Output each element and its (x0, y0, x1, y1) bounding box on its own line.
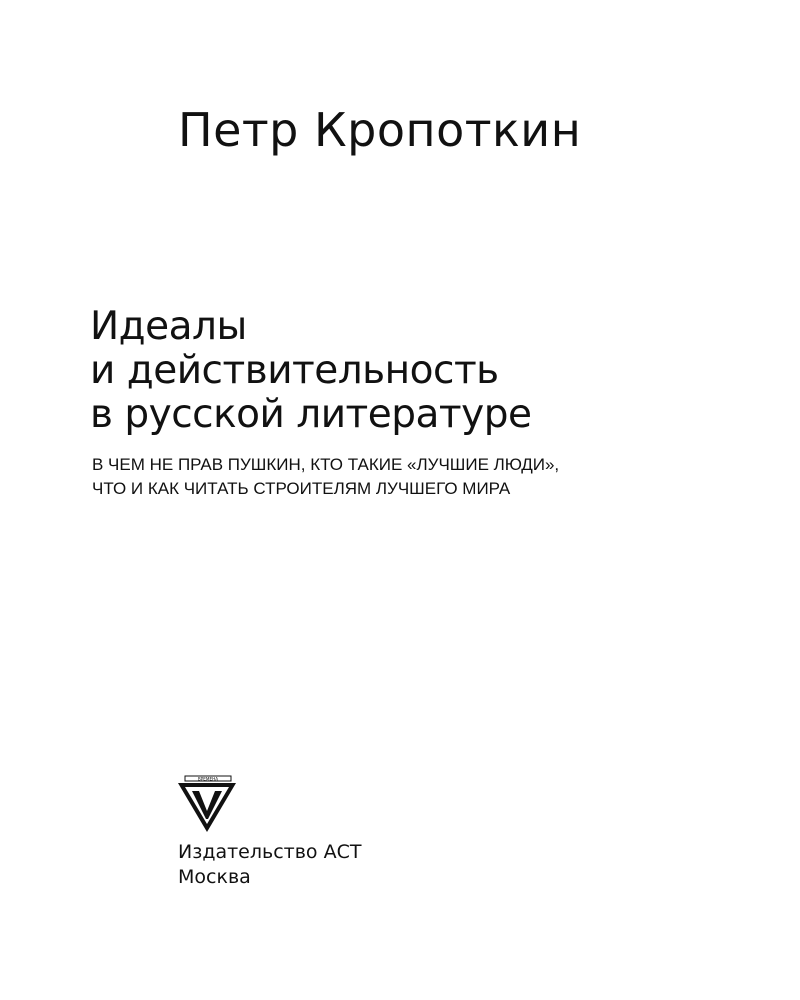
logo-label: ВРЕМЕНА (197, 776, 219, 782)
title-line: Идеалы (90, 304, 247, 349)
publisher-block (178, 840, 578, 890)
subtitle-line: В ЧЕМ НЕ ПРАВ ПУШКИН, КТО ТАКИЕ «ЛУЧШИЕ ЛЮДИ», (92, 455, 560, 474)
book-title (90, 305, 770, 437)
publisher-city: Москва (178, 866, 251, 888)
publisher-v-logo-icon (177, 774, 237, 834)
book-subtitle (92, 453, 772, 501)
logo-svg (177, 774, 237, 834)
author-name: Петр Кропоткин (178, 103, 582, 157)
publisher-name: Издательство АСТ (178, 841, 362, 863)
subtitle-line: ЧТО И КАК ЧИТАТЬ СТРОИТЕЛЯМ ЛУЧШЕГО МИРА (92, 479, 511, 498)
title-line: и действительность (90, 348, 499, 393)
title-line: в русской литературе (90, 392, 532, 437)
